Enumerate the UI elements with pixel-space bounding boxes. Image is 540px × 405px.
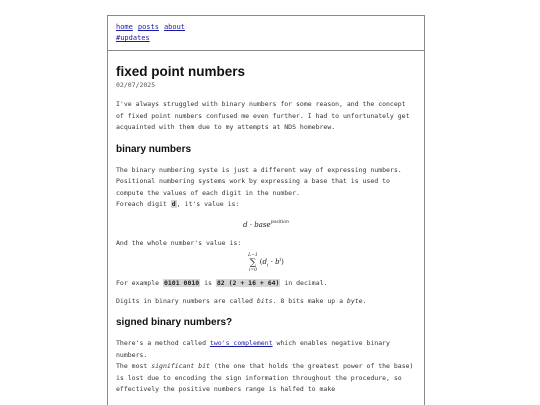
example-paragraph: For example 0101 0010 is 82 (2 + 16 + 64) in decimal. [116,279,328,287]
post-title: fixed point numbers [116,64,246,79]
nav-link-about[interactable]: about [163,23,186,31]
post-date: 02/07/2025 [116,81,156,89]
inline-code-d: d [171,200,176,208]
bits-paragraph: Digits in binary numbers are called bits. 8 bits make up a byte. [116,296,367,305]
heading-binary-numbers: binary numbers [116,143,192,155]
heading-signed-binary-numbers: signed binary numbers? [116,317,233,328]
top-nav [108,16,424,51]
nav-secondary [116,33,416,44]
sum-formula [116,253,416,274]
sigma-symbol: L−1 ∑ i=0 [248,253,258,273]
inline-code-decimal: 82 (2 + 16 + 64) [216,279,280,287]
foreach-digit-paragraph: Foreach digit d, it's value is: [116,200,240,208]
nav-link-updates[interactable]: #updates [116,34,150,42]
binary-paragraph: The binary numbering syste is just a different way of expressing numbers. Positional numbering systems work by expressing a base that is used to compute the values of each digit in the number. [116,165,402,197]
twos-complement-link[interactable]: two's complement [209,339,273,347]
nav-primary [116,22,416,33]
digit-value-formula: d · base$^{position}$ [243,219,289,229]
significant-bit-paragraph: The most significant bit (the one that holds the greatest power of the base) is lost due to encoding the sign information throughout the procedure, so effectively the positive numbers range is halfed to make [116,362,414,393]
post-content [108,51,424,396]
inline-code-binary: 0101 0010 [163,279,200,287]
whole-number-paragraph: And the whole number's value is: [116,238,242,247]
nav-link-home[interactable]: home [116,23,133,31]
twos-complement-paragraph: There's a method called two's complement which enables negative binary numbers. [116,339,390,359]
nav-link-posts[interactable]: posts [137,23,159,31]
intro-paragraph: I've always struggled with binary numbers for some reason, and the concept of fixed point numbers confused me even further. I had to unfortunately get acquainted with them due to my attempts at NDS homebrew. [116,100,410,131]
sum-term: $(d_i \cdot b^i)$ [259,258,284,269]
page-card [107,15,425,405]
